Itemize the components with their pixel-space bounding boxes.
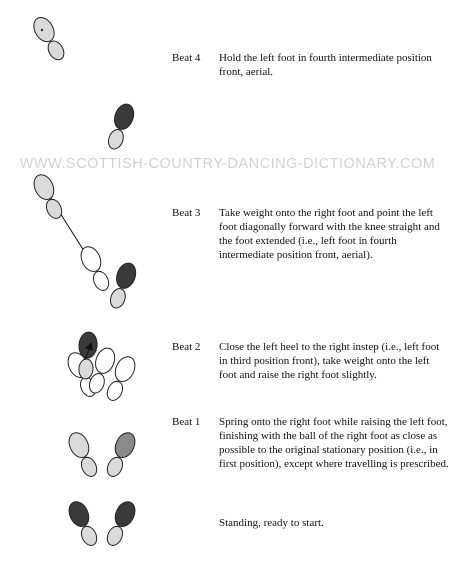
beat3-left-foot-extended	[30, 172, 66, 222]
heel	[104, 524, 125, 548]
beat-3-label: Beat 3	[172, 207, 201, 219]
beat3-right-foot	[106, 260, 139, 310]
ball-of-foot	[30, 172, 57, 203]
beat-3-description: Take weight onto the right foot and point the left foot diagonally forward with the knee straight and the foot extended (i.e., left foot in fourth intermediate position front, aerial).	[219, 207, 440, 261]
starting-position-description: Standing, ready to start.	[219, 517, 324, 529]
start-right-foot	[103, 499, 139, 549]
beat1-right-foot	[103, 430, 139, 480]
ball-of-foot	[111, 354, 138, 385]
pivot-dot	[41, 29, 43, 31]
ball-of-foot	[78, 331, 98, 358]
heel	[106, 127, 126, 151]
ball-of-foot	[65, 430, 92, 461]
ball-of-foot	[111, 499, 138, 530]
ball-of-foot	[77, 244, 104, 275]
beat4-left-foot	[30, 14, 69, 64]
heel	[44, 197, 65, 221]
watermark: WWW.SCOTTISH-COUNTRY-DANCING-DICTIONARY.COM	[19, 156, 436, 172]
ball-of-foot	[113, 260, 139, 291]
start-left-foot	[65, 499, 101, 549]
ball-of-foot	[65, 499, 92, 530]
heel	[104, 379, 125, 403]
beat-1-description: Spring onto the right foot while raising the left foot, finishing with the ball of the right foot as close as possible to the original stationary position (i.e., in first position), except where travelling is prescribed.	[219, 416, 449, 470]
heel	[104, 455, 125, 479]
ball-of-foot	[111, 430, 138, 461]
beat-2-description: Close the left heel to the right instep (i.e., left foot in third position front), take weight onto the left foot and raise the right foot slightly.	[219, 341, 440, 381]
heel	[79, 524, 100, 548]
beat3-left-foot-start	[77, 244, 113, 294]
beat-4-description: Hold the left foot in fourth intermediate position front, aerial.	[219, 52, 432, 78]
beat-4-label: Beat 4	[172, 52, 201, 64]
beat4-right-foot	[104, 101, 137, 151]
beat1-left-foot	[65, 430, 101, 480]
heel	[108, 286, 128, 310]
ball-of-foot	[111, 101, 137, 132]
heel	[79, 455, 100, 479]
heel	[91, 269, 112, 293]
beat-1-label: Beat 1	[172, 416, 201, 428]
beat-2-label: Beat 2	[172, 341, 201, 353]
